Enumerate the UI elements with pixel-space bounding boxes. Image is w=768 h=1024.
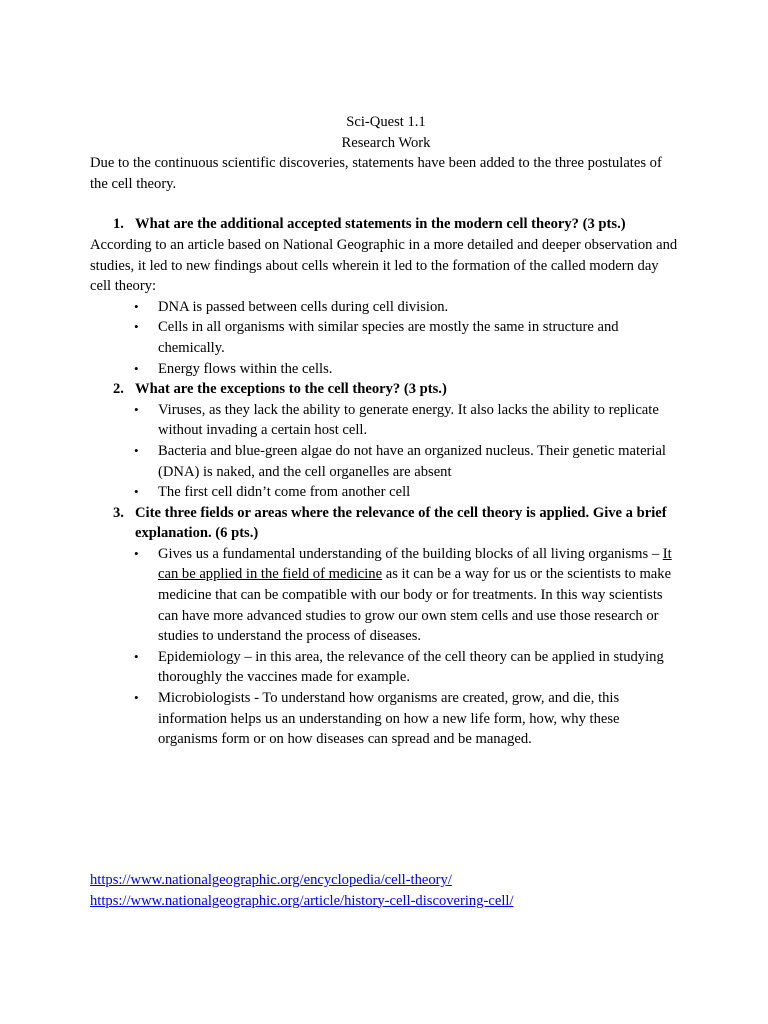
question-text: What are the exceptions to the cell theory? (3 pts.) [135, 381, 447, 398]
bullet-icon: • [134, 298, 139, 314]
list-item: • The first cell didn’t come from another cell [158, 482, 682, 503]
list-item: • Viruses, as they lack the ability to generate energy. It also lacks the ability to replicate without invading a certain host cell. [134, 401, 659, 439]
answer-1-intro: According to an article based on National Geographic in a more detailed and deeper observation and studies, it led to new findings about cells wherein it led to the formation of the called modern day cell theory: [90, 236, 678, 295]
bullet-icon: • [134, 545, 139, 561]
question-number: 3. [113, 504, 124, 521]
references [90, 870, 690, 911]
bullet-icon: • [134, 690, 139, 706]
list-item: • Energy flows within the cells. [158, 359, 682, 380]
list-item: • DNA is passed between cells during cell division. [158, 297, 682, 318]
question-number: 2. [113, 381, 124, 398]
answer-2-list [90, 400, 682, 503]
question-3 [90, 503, 682, 544]
question-text: Cite three fields or areas where the relevance of the cell theory is applied. Give a brief explanation. (6 pts.) [135, 504, 667, 542]
bullet-icon: • [134, 319, 139, 335]
bullet-icon: • [134, 648, 139, 664]
document-body [90, 112, 682, 750]
list-item: • Bacteria and blue-green algae do not have an organized nucleus. Their genetic material (DNA) is naked, and the cell organelles are absent [134, 442, 666, 480]
bullet-icon: • [134, 442, 139, 458]
answer-3-list [90, 544, 682, 750]
question-text: What are the additional accepted statements in the modern cell theory? (3 pts.) [135, 216, 626, 233]
list-item: • Microbiologists - To understand how organisms are created, grow, and die, this information helps us an understanding on how a new life form, how, why these organisms form or on how diseases can spread and be managed. [134, 690, 620, 748]
question-number: 1. [113, 216, 124, 233]
bullet-icon: • [134, 484, 139, 500]
underlined-phrase: It can be applied in the field of medicine [158, 545, 672, 583]
answer-1-list [90, 297, 682, 379]
question-2 [90, 379, 682, 400]
document-title: Sci-Quest 1.1 [346, 114, 426, 130]
document-subtitle: Research Work [341, 134, 431, 151]
bullet-icon: • [134, 360, 139, 376]
list-item: • Gives us a fundamental understanding of the building blocks of all living organisms – It can be applied in the field of medicine as it can be a way for us or the scientists to make medicine that can be compatible with our body or for treatments. In this way scientists can have more advanced studies to grow our own stem cells and use those research or studies to understand the process of diseases. [134, 545, 672, 645]
reference-link-history-cell[interactable]: https://www.nationalgeographic.org/article/history-cell-discovering-cell/ [90, 892, 514, 909]
intro-paragraph: Due to the continuous scientific discoveries, statements have been added to the three postulates of the cell theory. [90, 155, 662, 192]
list-item: • Cells in all organisms with similar species are mostly the same in structure and chemically. [134, 319, 619, 356]
question-1 [90, 214, 682, 235]
bullet-icon: • [134, 401, 139, 417]
reference-link-cell-theory[interactable]: https://www.nationalgeographic.org/encyclopedia/cell-theory/ [90, 872, 452, 888]
list-item: • Epidemiology – in this area, the relevance of the cell theory can be applied in studying thoroughly the vaccines made for example. [134, 648, 664, 686]
